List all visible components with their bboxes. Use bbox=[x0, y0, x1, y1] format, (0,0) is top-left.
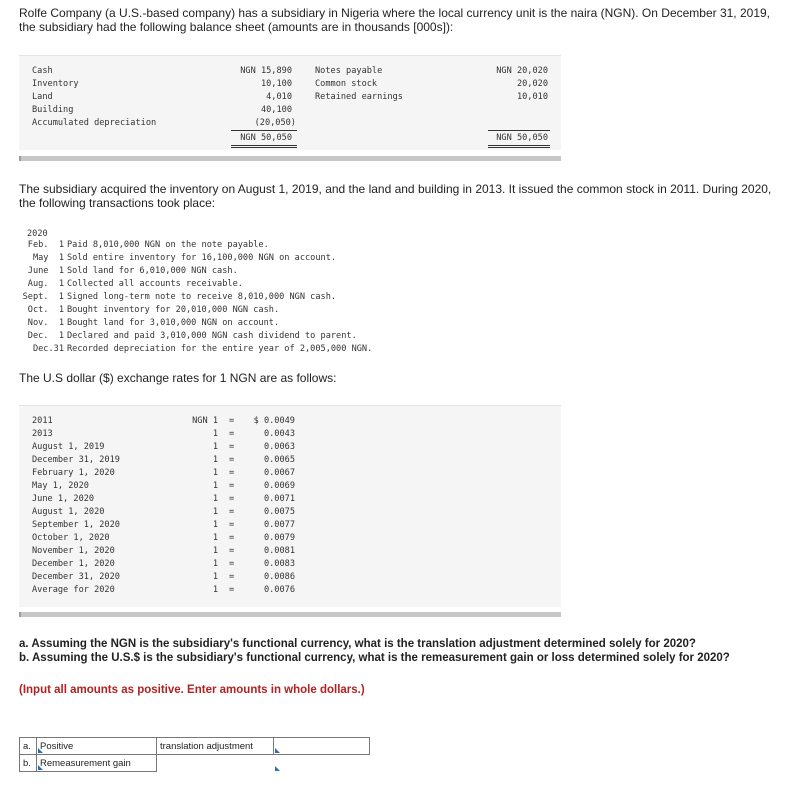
rate-ngn: 1 bbox=[212, 559, 218, 569]
divider-bar bbox=[19, 612, 561, 617]
transaction-text: Collected all accounts receivable. bbox=[67, 279, 243, 289]
input-indicator-icon bbox=[275, 766, 280, 771]
rate-period: May 1, 2020 bbox=[32, 481, 89, 491]
answer-b-input[interactable] bbox=[274, 755, 370, 772]
dropdown-indicator-icon bbox=[38, 765, 43, 770]
asset-label: Land bbox=[32, 92, 53, 102]
rate-equals: = bbox=[229, 533, 235, 543]
asset-label: Building bbox=[32, 105, 74, 115]
transaction-date: Aug. 1 bbox=[27, 279, 64, 289]
rate-equals: = bbox=[229, 468, 235, 478]
rate-usd: 0.0083 bbox=[263, 559, 295, 569]
rate-equals: = bbox=[229, 585, 235, 595]
questions bbox=[19, 637, 789, 665]
rate-usd: 0.0043 bbox=[263, 429, 295, 439]
asset-label: Cash bbox=[32, 66, 53, 76]
rate-usd: 0.0086 bbox=[263, 572, 295, 582]
asset-label: Inventory bbox=[32, 79, 79, 89]
question-b: b. Assuming the U.S.$ is the subsidiary's functional currency, what is the remeasurement gain or loss determined solely for 2020? bbox=[19, 652, 730, 664]
transaction-text: Paid 8,010,000 NGN on the note payable. bbox=[67, 240, 269, 250]
liability-amount: NGN 20,020 bbox=[496, 66, 548, 76]
intro-text: Rolfe Company (a U.S.-based company) has a subsidiary in Nigeria where the local currency unit is the naira (NGN). On December 31, 2019, the subsidiary had the following balance sheet (amounts are in thousands [000s]): bbox=[19, 6, 771, 34]
divider-bar bbox=[19, 156, 561, 161]
rate-equals: = bbox=[229, 520, 235, 530]
transaction-date: June 1 bbox=[27, 266, 64, 276]
input-indicator-icon bbox=[275, 748, 280, 753]
rate-usd: 0.0075 bbox=[263, 507, 295, 517]
rate-ngn: 1 bbox=[212, 429, 218, 439]
liabilities-total: NGN 50,050 bbox=[496, 133, 548, 143]
transaction-date: Dec. 1 bbox=[27, 331, 64, 341]
instruction-text: (Input all amounts as positive. Enter amounts in whole dollars.) bbox=[19, 684, 365, 696]
transaction-date: Sept. 1 bbox=[22, 292, 64, 302]
rate-usd: 0.0065 bbox=[263, 455, 295, 465]
rate-ngn: 1 bbox=[212, 546, 218, 556]
liability-amount: 10,010 bbox=[516, 92, 548, 102]
rate-usd: 0.0069 bbox=[263, 481, 295, 491]
rate-usd: 0.0071 bbox=[263, 494, 295, 504]
rate-period: November 1, 2020 bbox=[32, 546, 115, 556]
transaction-date: May 1 bbox=[32, 253, 64, 263]
transaction-date: Feb. 1 bbox=[27, 240, 64, 250]
answer-letter: b. bbox=[20, 755, 37, 772]
rate-ngn: 1 bbox=[212, 520, 218, 530]
rate-ngn: 1 bbox=[212, 572, 218, 582]
rate-usd: 0.0079 bbox=[263, 533, 295, 543]
rate-equals: = bbox=[229, 559, 235, 569]
liability-label: Retained earnings bbox=[315, 92, 403, 102]
transaction-text: Signed long-term note to receive 8,010,000 NGN cash. bbox=[67, 292, 337, 302]
rate-period: September 1, 2020 bbox=[32, 520, 120, 530]
rate-equals: = bbox=[229, 416, 235, 426]
rate-period: 2013 bbox=[32, 429, 53, 439]
total-double-rule bbox=[231, 145, 297, 148]
rate-period: August 1, 2019 bbox=[32, 442, 105, 452]
rate-period: 2011 bbox=[32, 416, 53, 426]
rate-period: Average for 2020 bbox=[32, 585, 115, 595]
answer-a-select[interactable] bbox=[37, 738, 157, 755]
rate-equals: = bbox=[229, 442, 235, 452]
rate-equals: = bbox=[229, 455, 235, 465]
rate-ngn: 1 bbox=[212, 455, 218, 465]
rate-usd: 0.0081 bbox=[263, 546, 295, 556]
middle-text: The subsidiary acquired the inventory on August 1, 2019, and the land and building in 2013. It issued the common stock in 2011. During 2020, the following transactions took place: bbox=[19, 182, 772, 210]
rate-equals: = bbox=[229, 546, 235, 556]
transaction-text: Bought inventory for 20,010,000 NGN cash. bbox=[67, 305, 280, 315]
rate-period: October 1, 2020 bbox=[32, 533, 110, 543]
answer-row-a bbox=[20, 738, 370, 755]
rate-period: February 1, 2020 bbox=[32, 468, 115, 478]
liability-label: Notes payable bbox=[315, 66, 383, 76]
liability-amount: 20,020 bbox=[516, 79, 548, 89]
rates-intro: The U.S dollar ($) exchange rates for 1 NGN are as follows: bbox=[19, 371, 337, 385]
assets-total: NGN 50,050 bbox=[240, 133, 292, 143]
subtotal-rule bbox=[231, 130, 297, 131]
answer-a-selection: Positive bbox=[40, 740, 74, 752]
rate-ngn: 1 bbox=[212, 585, 218, 595]
total-double-rule bbox=[488, 145, 550, 148]
transaction-date: Nov. 1 bbox=[27, 318, 64, 328]
rate-period: August 1, 2020 bbox=[32, 507, 105, 517]
answer-b-label bbox=[157, 755, 274, 772]
answer-a-input[interactable] bbox=[274, 738, 370, 755]
transaction-date: Dec.31 bbox=[32, 344, 64, 354]
asset-amount: 40,100 bbox=[260, 105, 292, 115]
asset-amount: 4,010 bbox=[266, 92, 292, 102]
rate-period: June 1, 2020 bbox=[32, 494, 95, 504]
rate-ngn: 1 bbox=[212, 481, 218, 491]
rate-ngn: 1 bbox=[212, 533, 218, 543]
rate-period: December 1, 2020 bbox=[32, 559, 115, 569]
transaction-text: Recorded depreciation for the entire year of 2,005,000 NGN. bbox=[67, 344, 373, 354]
answer-a-label: translation adjustment bbox=[157, 738, 274, 755]
rate-usd: 0.0076 bbox=[263, 585, 295, 595]
transaction-text: Sold entire inventory for 16,100,000 NGN on account. bbox=[67, 253, 337, 263]
asset-label: Accumulated depreciation bbox=[32, 118, 157, 128]
answer-b-selection: Remeasurement gain bbox=[40, 757, 131, 769]
asset-amount: 10,100 bbox=[260, 79, 292, 89]
liability-label: Common stock bbox=[315, 79, 378, 89]
subtotal-rule bbox=[488, 130, 550, 131]
rate-equals: = bbox=[229, 507, 235, 517]
rate-period: December 31, 2020 bbox=[32, 572, 120, 582]
transaction-text: Declared and paid 3,010,000 NGN cash dividend to parent. bbox=[67, 331, 357, 341]
rate-ngn: 1 bbox=[212, 468, 218, 478]
rate-usd: $ 0.0049 bbox=[253, 416, 295, 426]
rate-usd: 0.0063 bbox=[263, 442, 295, 452]
transaction-text: Bought land for 3,010,000 NGN on account. bbox=[67, 318, 280, 328]
rate-ngn: 1 bbox=[212, 507, 218, 517]
answer-letter: a. bbox=[20, 738, 37, 755]
rate-equals: = bbox=[229, 481, 235, 491]
rate-ngn: 1 bbox=[212, 494, 218, 504]
rate-ngn: 1 bbox=[212, 442, 218, 452]
rate-usd: 0.0067 bbox=[263, 468, 295, 478]
rate-ngn: NGN 1 bbox=[192, 416, 218, 426]
answer-row-b bbox=[20, 755, 370, 772]
asset-amount: NGN 15,890 bbox=[240, 66, 292, 76]
rate-equals: = bbox=[229, 429, 235, 439]
answer-table bbox=[19, 737, 370, 772]
answer-b-select[interactable] bbox=[37, 755, 157, 772]
dropdown-indicator-icon bbox=[38, 748, 43, 753]
rate-usd: 0.0077 bbox=[263, 520, 295, 530]
rate-equals: = bbox=[229, 494, 235, 504]
rate-equals: = bbox=[229, 572, 235, 582]
question-a: a. Assuming the NGN is the subsidiary's functional currency, what is the translation adjustment determined solely for 2020? bbox=[19, 638, 696, 650]
transactions-year: 2020 bbox=[27, 229, 48, 239]
rate-period: December 31, 2019 bbox=[32, 455, 120, 465]
transaction-date: Oct. 1 bbox=[27, 305, 64, 315]
asset-amount: (20,050) bbox=[254, 118, 296, 128]
transaction-text: Sold land for 6,010,000 NGN cash. bbox=[67, 266, 238, 276]
